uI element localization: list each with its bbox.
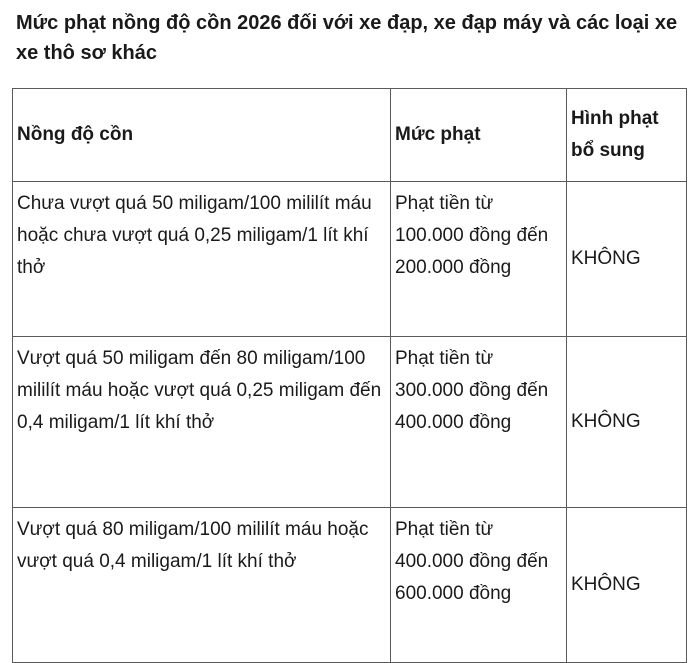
fine-table	[12, 88, 687, 663]
fine-cell: Phạt tiền từ 100.000 đồng đến 200.000 đồng	[391, 182, 567, 337]
page-title: Mức phạt nồng độ cồn 2026 đối với xe đạp, xe đạp máy và các loại xe xe thô sơ khác	[16, 12, 678, 64]
alcohol-level-cell: Chưa vượt quá 50 miligam/100 mililít máu hoặc chưa vượt quá 0,25 miligam/1 lít khí thở	[13, 182, 391, 337]
additional-penalty-cell: KHÔNG	[567, 508, 687, 663]
table-row	[13, 182, 687, 337]
additional-penalty-cell: KHÔNG	[567, 337, 687, 508]
alcohol-level-cell: Vượt quá 50 miligam đến 80 miligam/100 mililít máu hoặc vượt quá 0,25 miligam đến 0,4 miligam/1 lít khí thở	[13, 337, 391, 508]
fine-cell: Phạt tiền từ 400.000 đồng đến 600.000 đồng	[391, 508, 567, 663]
table-row	[13, 508, 687, 663]
fine-cell: Phạt tiền từ 300.000 đồng đến 400.000 đồng	[391, 337, 567, 508]
header-additional-penalty: Hình phạt bổ sung	[567, 89, 687, 182]
header-alcohol-level: Nồng độ cồn	[13, 89, 391, 182]
alcohol-level-cell: Vượt quá 80 miligam/100 mililít máu hoặc vượt quá 0,4 miligam/1 lít khí thở	[13, 508, 391, 663]
table-header-row	[13, 89, 687, 182]
table-row	[13, 337, 687, 508]
additional-penalty-cell: KHÔNG	[567, 182, 687, 337]
header-fine: Mức phạt	[391, 89, 567, 182]
